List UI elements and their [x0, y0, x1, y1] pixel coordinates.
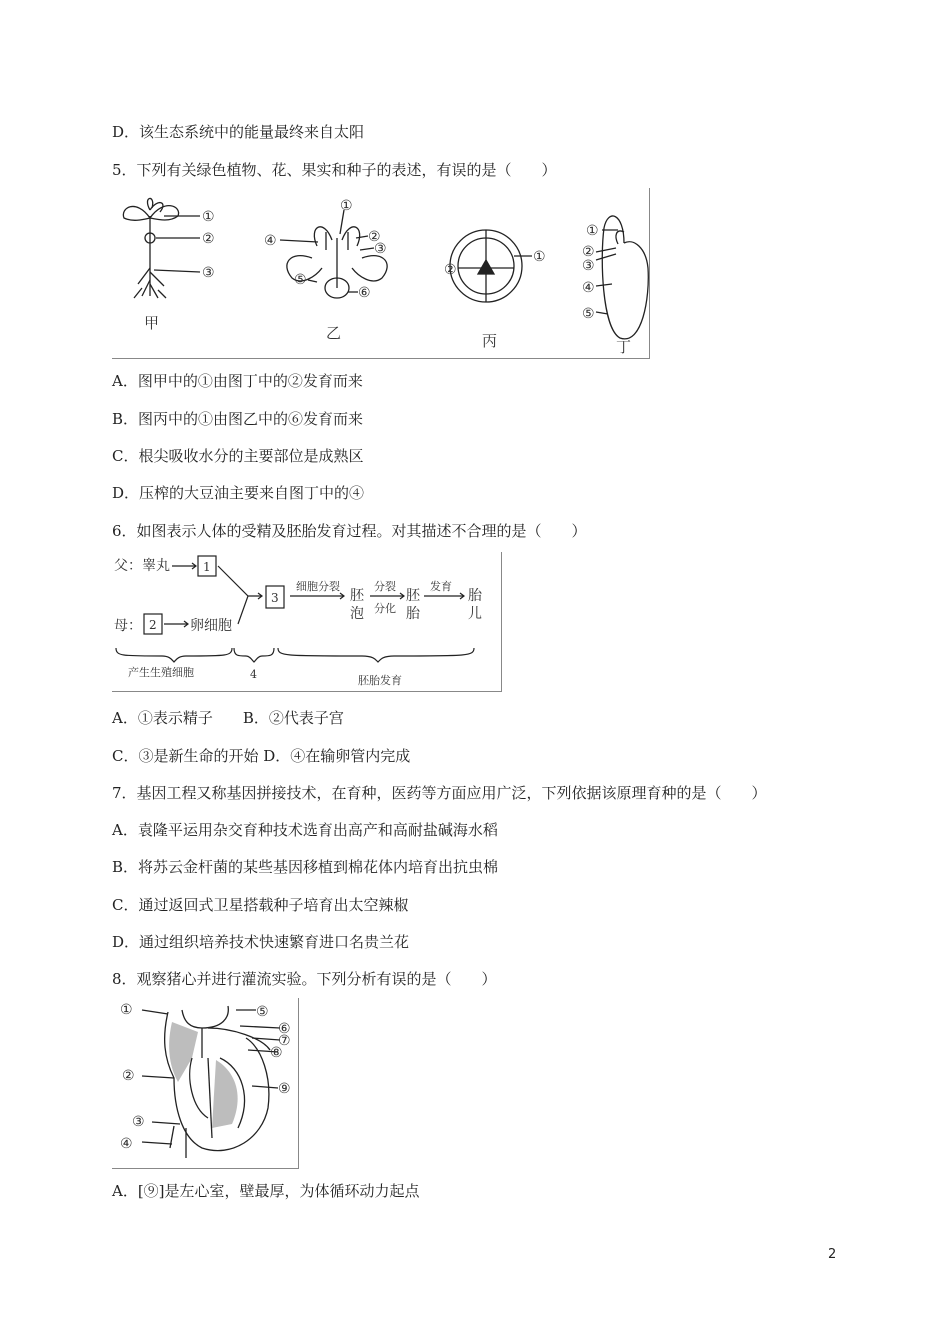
q6-egg: 卵细胞 [190, 618, 232, 634]
q6-step2b: 分化 [374, 602, 396, 615]
q5-fig-num-5b: ⑤ [294, 272, 307, 288]
q6-box3: 3 [271, 591, 279, 605]
q5-option-b: B．图丙中的①由图乙中的⑥发育而来 [112, 410, 364, 428]
q6-step1: 细胞分裂 [296, 580, 340, 593]
q6-stage3b: 儿 [468, 606, 482, 622]
q8-option-a: A．[⑨]是左心室，壁最厚，为体循环动力起点 [112, 1182, 420, 1200]
q6-box1: 1 [203, 560, 211, 574]
q7-option-d: D．通过组织培养技术快速繁育进口名贵兰花 [112, 933, 410, 951]
q8-fig-num-1: ① [120, 1002, 133, 1018]
q5-fig-num-2b: ② [368, 229, 381, 245]
q5-fig-num-1a: ① [202, 209, 215, 225]
q5-fig-num-1c: ① [533, 249, 546, 265]
q5-label-bing: 丙 [482, 332, 498, 350]
q6-option-ab: A．①表示精子 B．②代表子宫 [112, 709, 344, 727]
q6-stage2a: 胚 [406, 588, 420, 604]
q7-option-c: C．通过返回式卫星搭载种子培育出太空辣椒 [112, 896, 409, 914]
q6-stem: 6．如图表示人体的受精及胚胎发育过程。对其描述不合理的是（ ） [112, 522, 587, 540]
q6-stage3a: 胎 [468, 588, 482, 604]
q7-stem: 7．基因工程又称基因拼接技术，在育种，医药等方面应用广泛，下列依据该原理育种的是（ ） [112, 784, 767, 802]
q8-fig-num-8: ⑧ [270, 1045, 283, 1061]
q5-figure [112, 188, 650, 359]
q8-fig-num-2: ② [122, 1068, 135, 1084]
q5-fig-num-4d: ④ [582, 280, 595, 296]
q4-option-d: D．该生态系统中的能量最终来自太阳 [112, 123, 365, 141]
q6-stage1b: 泡 [350, 606, 364, 622]
page-number: 2 [828, 1247, 837, 1262]
q5-fig-num-6b: ⑥ [358, 285, 371, 301]
heart-diagram [112, 998, 298, 1168]
plant-diagrams [112, 188, 649, 358]
q5-option-c: C．根尖吸收水分的主要部位是成熟区 [112, 447, 364, 465]
q5-fig-num-1d: ① [586, 223, 599, 239]
q6-option-cd: C．③是新生命的开始 D．④在输卵管内完成 [112, 747, 411, 765]
q6-mother: 母： [114, 618, 142, 634]
q5-fig-num-2c: ② [444, 262, 457, 278]
q6-stage2b: 胎 [406, 606, 420, 622]
q5-option-d: D．压榨的大豆油主要来自图丁中的④ [112, 484, 365, 502]
q8-fig-num-9: ⑨ [278, 1081, 291, 1097]
q6-brace3: 胚胎发育 [358, 674, 402, 687]
q5-fig-num-2a: ② [202, 231, 215, 247]
q7-option-a: A．袁隆平运用杂交育种技术选育出高产和高耐盐碱海水稻 [112, 821, 498, 839]
q5-stem: 5．下列有关绿色植物、花、果实和种子的表述，有误的是（ ） [112, 161, 557, 179]
q8-fig-num-5: ⑤ [256, 1004, 269, 1020]
q6-figure [112, 552, 502, 692]
q5-label-yi: 乙 [326, 324, 342, 342]
fertilization-diagram [112, 552, 501, 691]
q8-fig-num-7: ⑦ [278, 1033, 291, 1049]
q6-box2: 2 [149, 618, 157, 632]
q5-label-ding: 丁 [616, 338, 632, 356]
q8-fig-num-3: ③ [132, 1114, 145, 1130]
q5-option-a: A．图甲中的①由图丁中的②发育而来 [112, 372, 363, 390]
q5-label-jia: 甲 [144, 314, 160, 332]
q6-stage1a: 胚 [350, 588, 364, 604]
q6-step2a: 分裂 [374, 580, 396, 593]
q8-fig-num-6: ⑥ [278, 1021, 291, 1037]
q5-fig-num-1b: ① [340, 198, 353, 214]
q5-fig-num-5d: ⑤ [582, 306, 595, 322]
q8-figure [112, 998, 299, 1169]
q5-fig-num-2d: ② [582, 244, 595, 260]
q6-step3: 发育 [430, 580, 452, 593]
q7-option-b: B．将苏云金杆菌的某些基因移植到棉花体内培育出抗虫棉 [112, 858, 499, 876]
q8-fig-num-4: ④ [120, 1136, 133, 1152]
q6-brace1: 产生生殖细胞 [128, 666, 194, 679]
q5-fig-num-3b: ③ [374, 241, 387, 257]
q5-fig-num-3a: ③ [202, 265, 215, 281]
q6-father: 父：睾丸 [114, 558, 170, 574]
q6-brace2: 4 [250, 668, 257, 681]
q5-fig-num-4b: ④ [264, 233, 277, 249]
q8-stem: 8．观察猪心并进行灌流实验。下列分析有误的是（ ） [112, 970, 497, 988]
q5-fig-num-3d: ③ [582, 258, 595, 274]
